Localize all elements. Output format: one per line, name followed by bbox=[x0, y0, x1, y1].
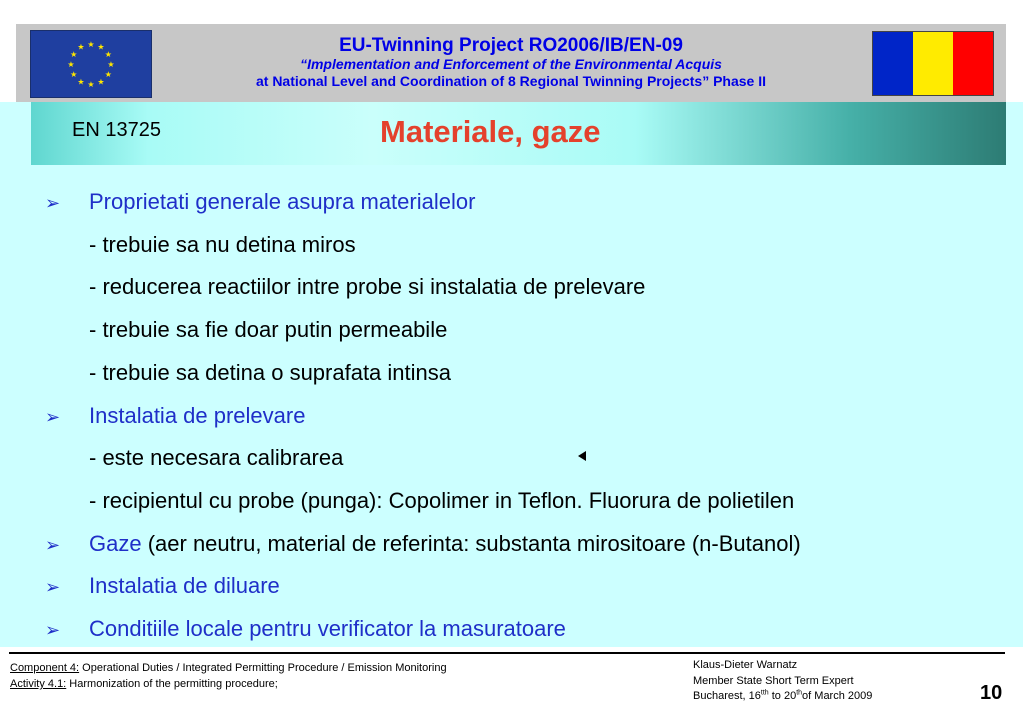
date-to: to 20 bbox=[768, 690, 797, 702]
eu-star-icon: ★ bbox=[104, 70, 112, 79]
bullet-heading: Instalatia de prelevare bbox=[89, 402, 306, 428]
standard-label: EN 13725 bbox=[72, 119, 161, 141]
bullet-heading: Instalatia de diluare bbox=[89, 573, 280, 599]
project-code: EU-Twinning Project RO2006/IB/EN-09 bbox=[339, 35, 683, 56]
sub-item: - trebuie sa fie doar putin permeabile bbox=[89, 317, 448, 343]
bullet-heading: Gaze bbox=[89, 530, 142, 556]
mouse-cursor-icon bbox=[578, 451, 586, 461]
author-role: Member State Short Term Expert bbox=[693, 674, 854, 687]
date-sup2: th bbox=[796, 689, 803, 697]
bullet-item bbox=[89, 403, 305, 429]
bullet-arrow-icon: ➢ bbox=[45, 406, 61, 427]
bullet-arrow-icon: ➢ bbox=[45, 577, 61, 598]
eu-star-icon: ★ bbox=[97, 77, 105, 87]
sub-item: - trebuie sa detina o suprafata intinsa bbox=[89, 359, 452, 385]
component-text: Operational Duties / Integrated Permitting Procedure / Emission Monitoring bbox=[79, 662, 447, 674]
activity-text: Harmonization of the permitting procedure; bbox=[66, 678, 278, 690]
eu-star-icon: ★ bbox=[87, 40, 95, 49]
romania-flag-icon bbox=[872, 31, 994, 96]
activity-label: Activity 4.1: bbox=[10, 678, 67, 690]
date-place: Bucharest, 16 bbox=[693, 690, 761, 702]
eu-star-icon: ★ bbox=[87, 80, 95, 89]
eu-star-icon: ★ bbox=[107, 60, 115, 69]
footer-left bbox=[10, 660, 447, 692]
bullet-item bbox=[89, 189, 475, 215]
eu-star-icon: ★ bbox=[104, 50, 112, 59]
date-line bbox=[693, 689, 872, 705]
project-title-line1: “Implementation and Enforcement of the Environmental Acquis bbox=[300, 56, 722, 72]
sub-item: - trebuie sa nu detina miros bbox=[89, 231, 356, 257]
bullet-item bbox=[89, 531, 801, 557]
bullet-heading: Proprietati generale asupra materialelor bbox=[89, 189, 476, 214]
bullet-arrow-icon: ➢ bbox=[45, 620, 61, 640]
author-name: Klaus-Dieter Warnatz bbox=[693, 659, 798, 671]
sub-item: - recipientul cu probe (punga): Copolimer in Teflon. Fluorura de polietilen bbox=[89, 487, 795, 513]
eu-flag-icon bbox=[30, 30, 152, 98]
eu-star-icon: ★ bbox=[77, 77, 85, 87]
sub-item: - este necesara calibrarea bbox=[89, 445, 344, 471]
page-number: 10 bbox=[980, 682, 1003, 704]
date-rest: of March 2009 bbox=[802, 690, 873, 702]
eu-star-icon: ★ bbox=[77, 42, 85, 52]
sub-item: - reducerea reactiilor intre probe si instalatia de prelevare bbox=[89, 274, 646, 300]
bullet-arrow-icon: ➢ bbox=[45, 193, 61, 213]
eu-star-icon: ★ bbox=[70, 70, 78, 79]
date-sup1: tth bbox=[760, 689, 769, 697]
bullet-item bbox=[89, 573, 280, 599]
project-title-line2: at National Level and Coordination of 8 Regional Twinning Projects” Phase II bbox=[255, 73, 767, 89]
bullet-heading: Conditiile locale pentru verificator la masuratoare bbox=[89, 616, 566, 641]
activity-line bbox=[10, 676, 447, 692]
bullet-item bbox=[89, 616, 566, 642]
bullet-arrow-icon: ➢ bbox=[45, 534, 61, 555]
eu-star-icon: ★ bbox=[67, 60, 75, 69]
footer-right bbox=[693, 658, 872, 705]
eu-star-icon: ★ bbox=[70, 50, 78, 59]
eu-star-icon: ★ bbox=[97, 42, 105, 52]
component-label: Component 4: bbox=[10, 662, 80, 674]
component-line bbox=[10, 660, 447, 676]
footer-divider bbox=[9, 652, 1005, 654]
slide-title: Materiale, gaze bbox=[380, 114, 601, 149]
bullet-detail: (aer neutru, material de referinta: substanta mirositoare (n-Butanol) bbox=[141, 530, 801, 556]
